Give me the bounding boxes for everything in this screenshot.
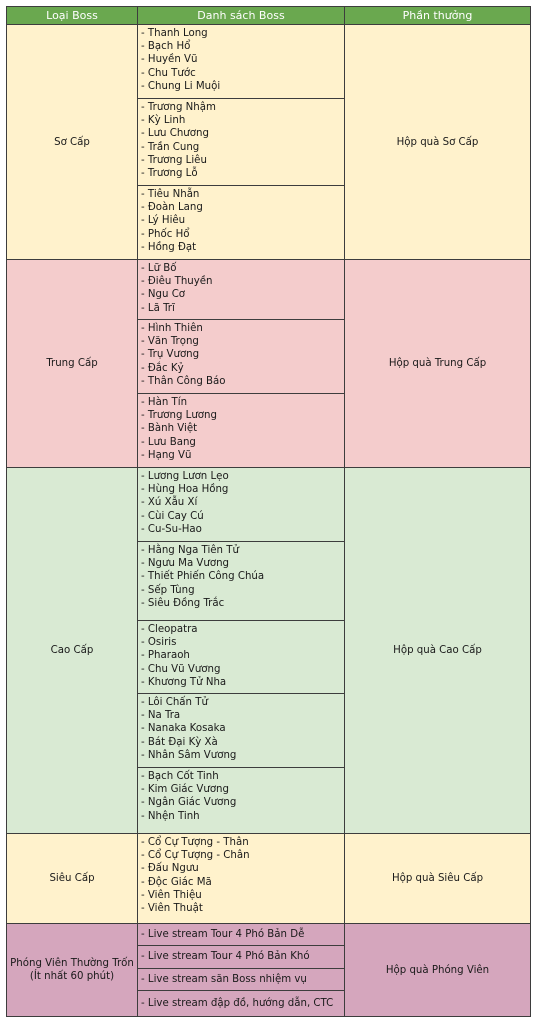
boss-name: - Thân Công Báo [141, 375, 226, 387]
reward-cell [345, 468, 531, 834]
boss-type-cell [7, 25, 138, 260]
reward-cell [345, 924, 531, 1017]
boss-name: - Hùng Hoa Hồng [141, 484, 229, 496]
boss-list-cell [138, 991, 345, 1017]
boss-name: - Live stream đập đồ, hướng dẫn, CTC [141, 997, 334, 1009]
boss-name: - Lã Trĩ [141, 302, 175, 314]
boss-name: - Live stream Tour 4 Phó Bản Dễ [141, 928, 305, 940]
boss-name: - Osiris [141, 637, 177, 649]
boss-name: - Hình Thiên [141, 323, 203, 334]
boss-name: - Cổ Cự Tượng - Thân [141, 837, 249, 848]
boss-list-cell [138, 260, 345, 320]
boss-name: - Đoàn Lang [141, 202, 203, 214]
boss-name: - Kỳ Linh [141, 115, 186, 127]
boss-name: - Thanh Long [141, 28, 208, 39]
boss-name: - Lữ Bố [141, 263, 177, 274]
boss-name: - Na Tra [141, 710, 181, 722]
boss-list-cell [138, 768, 345, 834]
boss-name: - Trụ Vương [141, 349, 200, 361]
boss-list-cell [138, 468, 345, 542]
header-reward: Phần thưởng [345, 7, 531, 25]
boss-list-cell [138, 834, 345, 924]
boss-type-cell [7, 260, 138, 468]
boss-name: - Bành Việt [141, 423, 198, 435]
reward-cell [345, 25, 531, 260]
boss-name: - Trương Liêu [141, 154, 207, 166]
boss-name: - Trương Lương [141, 410, 217, 422]
boss-name: - Viên Thuật [141, 903, 203, 915]
header-boss-list: Danh sách Boss [138, 7, 345, 25]
boss-name: - Lưu Bang [141, 436, 196, 448]
boss-name: - Độc Giác Mã [141, 876, 212, 888]
boss-name: - Bạch Cốt Tinh [141, 771, 219, 782]
table-body [7, 25, 531, 1017]
table-row [7, 924, 531, 946]
boss-name: - Điêu Thuyền [141, 276, 213, 288]
boss-name: - Văn Trọng [141, 336, 199, 348]
boss-name: - Thiết Phiến Công Chúa [141, 571, 265, 583]
boss-name: - Chu Tước [141, 67, 196, 79]
boss-type-label: Sơ Cấp [54, 136, 90, 148]
boss-name: - Ngưu Ma Vương [141, 558, 230, 570]
table-row [7, 260, 531, 320]
boss-list-cell [138, 969, 345, 991]
boss-list-cell [138, 924, 345, 946]
boss-name: - Nanaka Kosaka [141, 723, 226, 735]
boss-name: - Cleopatra [141, 624, 198, 635]
reward-label: Hộp quà Siêu Cấp [391, 873, 484, 884]
boss-list-cell [138, 394, 345, 468]
table-row [7, 468, 531, 542]
boss-type-label: Trung Cấp [46, 358, 98, 369]
boss-name: - Hàn Tín [141, 397, 188, 408]
boss-list-cell [138, 621, 345, 694]
boss-name: - Đấu Ngưu [141, 863, 199, 875]
boss-name: - Chu Vũ Vương [141, 663, 221, 675]
boss-list-cell [138, 542, 345, 621]
boss-list-cell [138, 186, 345, 260]
boss-name: - Trương Lỗ [141, 168, 198, 180]
boss-name: - Tiêu Nhẫn [141, 189, 200, 200]
boss-name: - Khương Tử Nha [141, 676, 227, 688]
boss-name: - Đắc Kỷ [141, 362, 184, 374]
boss-type-cell [7, 468, 138, 834]
reward-cell [345, 834, 531, 924]
boss-name: - Lưu Chương [141, 128, 209, 140]
boss-name: - Hằng Nga Tiên Tử [141, 545, 239, 556]
boss-reward-table [6, 6, 531, 1017]
boss-list-cell [138, 99, 345, 186]
boss-name: - Nhân Sâm Vương [141, 749, 237, 761]
boss-name: - Huyền Vũ [141, 54, 198, 66]
boss-name: - Pharaoh [141, 650, 190, 662]
table-row [7, 834, 531, 924]
boss-name: - Siêu Đồng Trắc [141, 597, 225, 609]
header-row [7, 7, 531, 25]
boss-list-cell [138, 694, 345, 768]
boss-name: - Lôi Chấn Tử [141, 697, 208, 708]
boss-name: - Trương Nhậm [141, 102, 216, 113]
boss-name: - Chung Li Muội [141, 80, 221, 92]
header-boss-type: Loại Boss [7, 7, 138, 25]
boss-name: - Bát Đại Kỳ Xà [141, 736, 218, 748]
reward-label: Hộp quà Sơ Cấp [396, 136, 479, 148]
boss-name: - Trần Cung [141, 141, 200, 153]
boss-name: - Hạng Vũ [141, 449, 192, 461]
reward-label: Hộp quà Phóng Viên [385, 964, 490, 976]
boss-type-cell [7, 834, 138, 924]
boss-name: - Lý Hiêu [141, 215, 186, 227]
boss-name: - Viên Thiệu [141, 889, 202, 901]
boss-name: - Ngân Giác Vương [141, 797, 237, 809]
reward-label: Hộp quà Cao Cấp [393, 645, 482, 656]
boss-name: - Bạch Hổ [141, 41, 191, 53]
boss-name: - Xú Xẫu Xí [141, 497, 198, 509]
boss-name: - Cu-Su-Hao [141, 523, 202, 535]
table-row [7, 25, 531, 99]
reward-cell [345, 260, 531, 468]
boss-name: - Lương Lươn Lẹo [141, 471, 229, 482]
boss-name: - Live stream Tour 4 Phó Bản Khó [141, 951, 310, 962]
boss-list-cell [138, 946, 345, 969]
boss-name: - Cổ Cự Tượng - Chân [141, 850, 250, 862]
reward-label: Hộp quà Trung Cấp [388, 358, 487, 369]
boss-name: - Ngu Cơ [141, 289, 186, 301]
boss-type-cell [7, 924, 138, 1017]
boss-list-cell [138, 320, 345, 394]
boss-list-cell [138, 25, 345, 99]
boss-type-label: Phóng Viên Thường Trốn (Ít nhất 60 phút) [10, 958, 134, 982]
boss-name: - Kim Giác Vương [141, 784, 229, 796]
boss-name: - Cùi Cay Cú [141, 510, 204, 522]
boss-type-label: Cao Cấp [50, 645, 94, 656]
boss-name: - Phốc Hổ [141, 228, 190, 240]
boss-name: - Live stream săn Boss nhiệm vụ [141, 973, 307, 985]
boss-type-label: Siêu Cấp [49, 873, 95, 884]
boss-name: - Sếp Tùng [141, 584, 195, 596]
boss-name: - Hồng Đạt [141, 241, 197, 253]
boss-name: - Nhện Tinh [141, 810, 200, 822]
